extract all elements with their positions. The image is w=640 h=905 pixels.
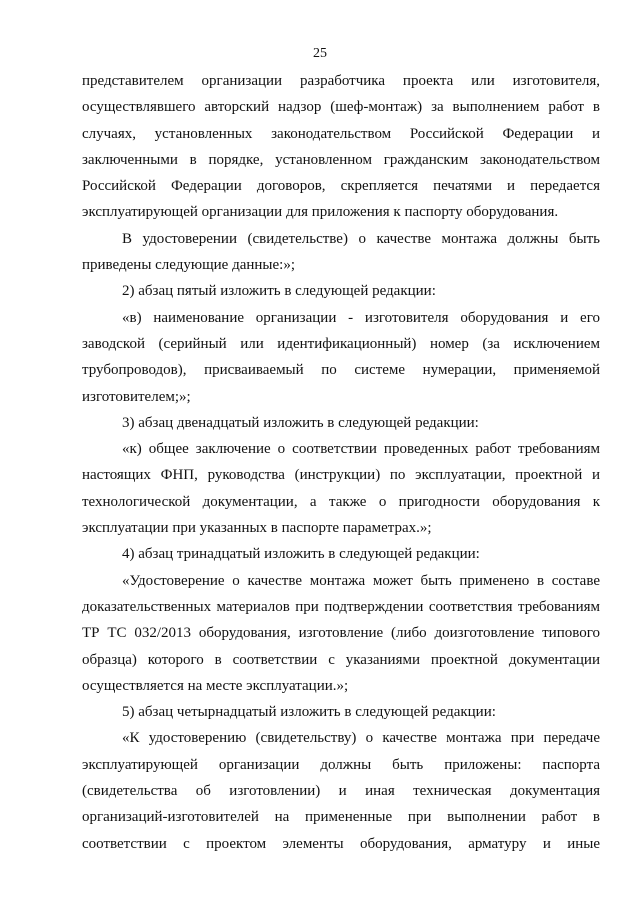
paragraph-item-k: «к) общее заключение о соответствии проведенных работ требованиям настоящих ФНП, руководства (инструкции) по эксплуатации, проектной и технологической документации, а также о пригодности оборудования к эксплуатации при указанных в паспорте параметрах.»; — [82, 441, 600, 537]
paragraph-attachments: «К удостоверению (свидетельству) о качестве монтажа при передаче эксплуатирующей организации должны быть приложены: паспорта (свидетельства об изготовлении) и иная техническая документация организаций-изготовителей на примененные при выполнении работ в соответствии с проектом элементы оборудования, арматуру и иные — [82, 730, 600, 852]
paragraph-item-v: «в) наименование организации - изготовителя оборудования и его заводской (серийный или идентификационный) номер (за исключением трубопроводов), присваиваемый по системе нумерации, применяемой изготовителем;»; — [82, 309, 600, 405]
paragraph-amendment-2: 2) абзац пятый изложить в следующей редакции: — [122, 283, 436, 300]
paragraph-amendment-4: 4) абзац тринадцатый изложить в следующей редакции: — [122, 546, 480, 563]
paragraph-certificate-data: В удостоверении (свидетельстве) о качестве монтажа должны быть приведены следующие данные:»; — [82, 230, 600, 274]
paragraph-amendment-3: 3) абзац двенадцатый изложить в следующей редакции: — [122, 414, 479, 431]
paragraph-amendment-5: 5) абзац четырнадцатый изложить в следующей редакции: — [122, 704, 496, 721]
paragraph-certificate-use: «Удостоверение о качестве монтажа может быть применено в составе доказательственных материалов при подтверждении соответствия требованиям ТР ТС 032/2013 оборудования, изготовление (либо доизготовление типового образца) которого в соответствии с указаниями проектной документации осуществляется на месте эксплуатации.»; — [82, 572, 600, 694]
paragraph-continuation: представителем организации разработчика проекта или изготовителя, осуществлявшего авторский надзор (шеф-монтаж) за выполнением работ в случаях, установленных законодательством Российской Федерации и заключенными в порядке, установленном гражданским законодательством Российской Федерации договоров, скрепляется печатями и передается эксплуатирующей организации для приложения к паспорту оборудования. — [82, 73, 600, 221]
page-number: 25 — [313, 46, 327, 61]
document-body — [82, 68, 600, 857]
